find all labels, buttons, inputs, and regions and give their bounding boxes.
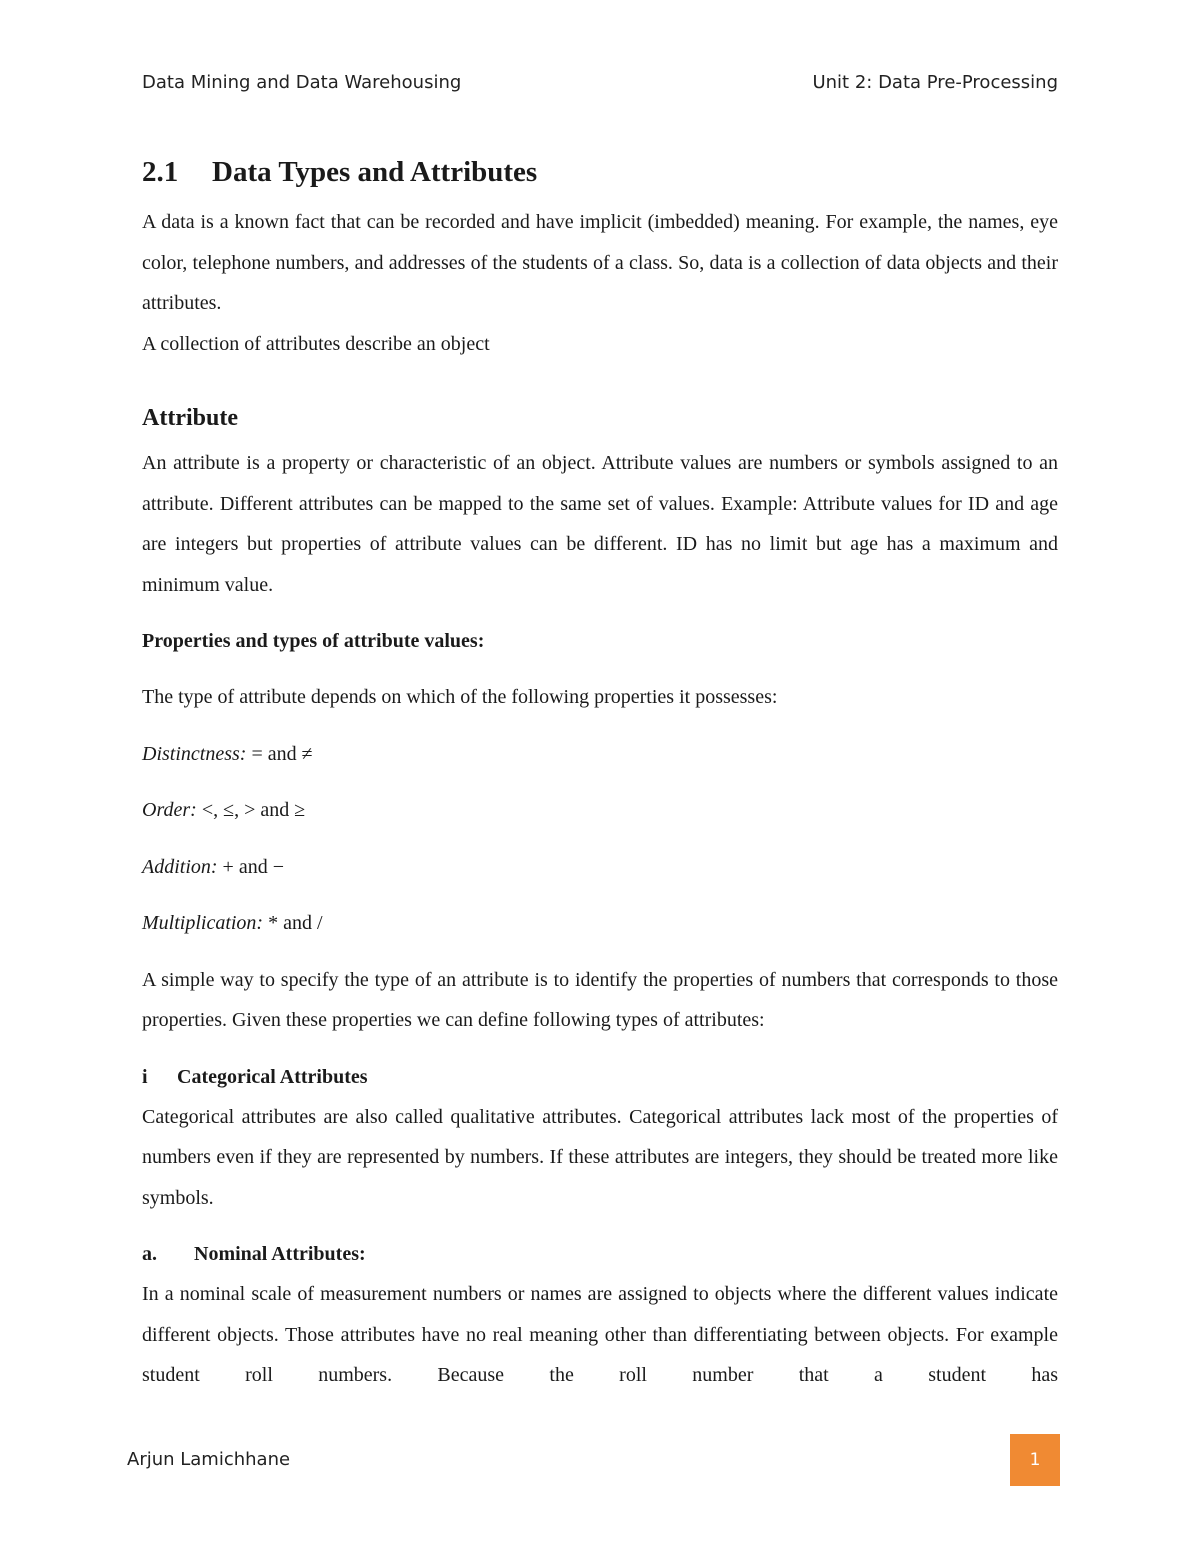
- categorical-marker: i: [142, 1065, 148, 1088]
- header-title: Data Mining and Data Warehousing: [142, 72, 462, 93]
- properties-summary: A simple way to specify the type of an attribute is to identify the properties of numbers that corresponds to those properties. Given these properties we can define following types of attributes:: [142, 968, 1058, 1031]
- property-label: Order:: [142, 799, 197, 821]
- intro-paragraph-2: A collection of attributes describe an object: [142, 332, 490, 355]
- property-addition: [142, 847, 1058, 888]
- nominal-paragraph: In a nominal scale of measurement numbers or names are assigned to objects where the different values indicate different objects. Those attributes have no real meaning other than differentiating between objects. For example student roll numbers. Because the roll number that a student has: [142, 1283, 1058, 1386]
- nominal-marker: a.: [142, 1243, 157, 1265]
- property-label: Multiplication:: [142, 912, 264, 934]
- categorical-title: Categorical Attributes: [177, 1065, 368, 1088]
- section-heading: [142, 152, 1058, 192]
- property-distinctness: [142, 734, 1058, 775]
- section-number: 2.1: [142, 156, 179, 188]
- property-value: = and ≠: [251, 742, 313, 765]
- attribute-paragraph: An attribute is a property or characteristic of an object. Attribute values are numbers or symbols assigned to an attribute. Different attributes can be mapped to the same set of values. Example: Attribute values for ID and age are integers but properties of attribute values can be different. ID has no limit but age has a maximum and minimum value.: [142, 452, 1058, 596]
- attribute-heading: Attribute: [142, 405, 238, 431]
- header-unit: Unit 2: Data Pre-Processing: [812, 72, 1058, 93]
- nominal-title: Nominal Attributes:: [194, 1243, 366, 1265]
- property-label: Distinctness:: [142, 742, 247, 765]
- property-multiplication: [142, 903, 1058, 944]
- properties-intro: The type of attribute depends on which of the following properties it possesses:: [142, 686, 778, 708]
- section-title: Data Types and Attributes: [212, 156, 538, 188]
- property-order: [142, 790, 1058, 831]
- footer-author: Arjun Lamichhane: [127, 1449, 291, 1470]
- intro-paragraph: A data is a known fact that can be recorded and have implicit (imbedded) meaning. For example, the names, eye color, telephone numbers, and addresses of the students of a class. So, data is a collection of data objects and their attributes.: [142, 211, 1058, 314]
- categorical-heading: [142, 1057, 1058, 1097]
- property-value: * and /: [268, 912, 323, 934]
- categorical-paragraph: Categorical attributes are also called qualitative attributes. Categorical attributes lack most of the properties of numbers even if they are represented by numbers. If these attributes are integers, they should be treated more like symbols.: [142, 1105, 1058, 1209]
- property-value: <, ≤, > and ≥: [201, 799, 306, 821]
- property-label: Addition:: [142, 855, 218, 878]
- page-number: 1: [1029, 1450, 1041, 1470]
- document-body: [142, 152, 1058, 1396]
- properties-heading: Properties and types of attribute values:: [142, 630, 485, 652]
- nominal-heading: [142, 1234, 1058, 1274]
- page-number-badge: [1010, 1434, 1060, 1486]
- property-value: + and −: [222, 855, 284, 878]
